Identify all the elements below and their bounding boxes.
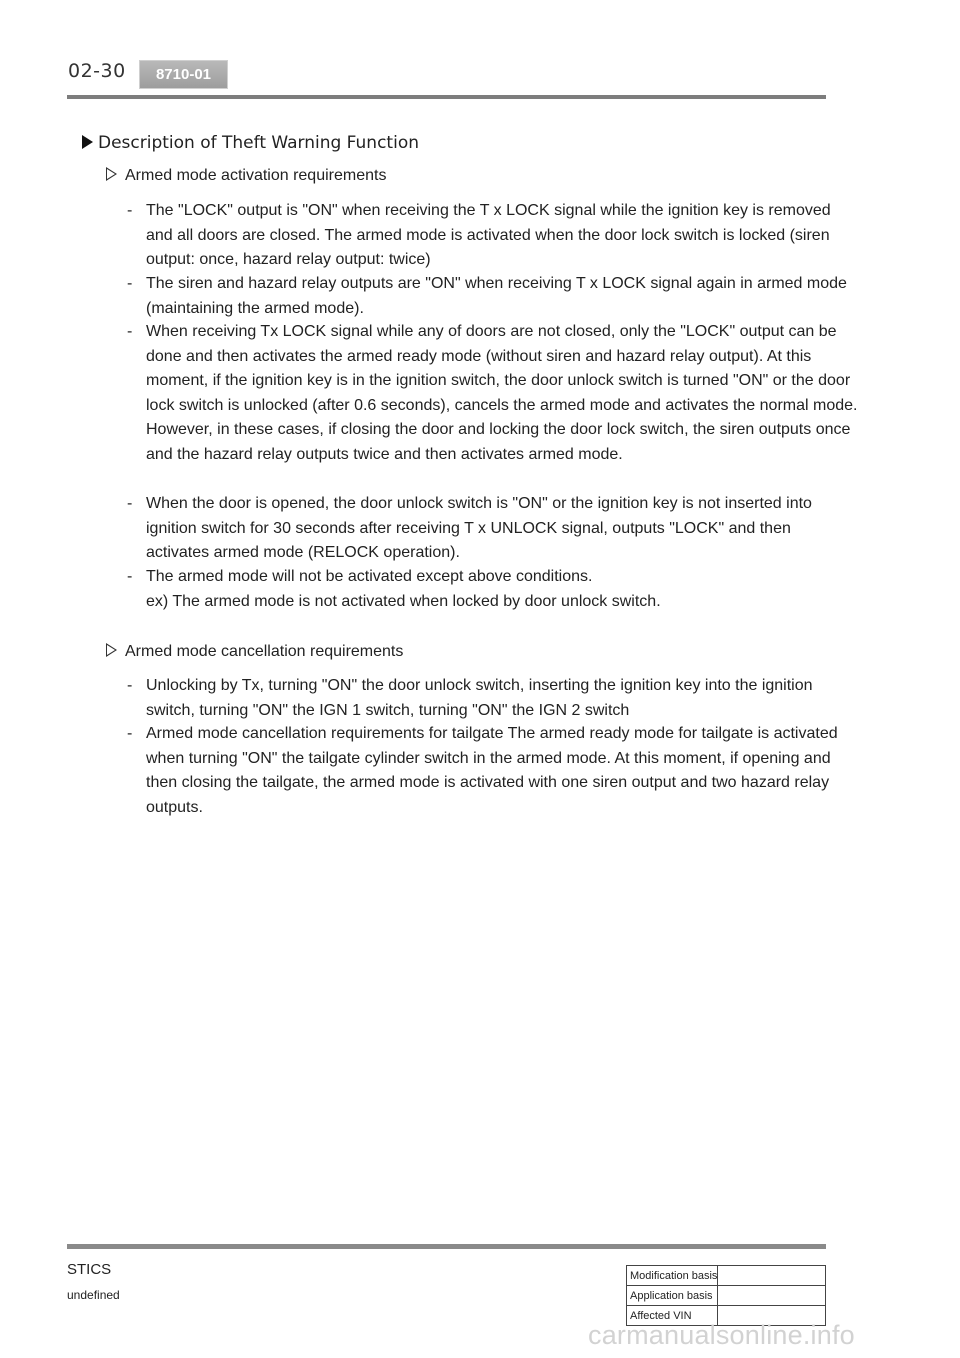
section-title-text: Description of Theft Warning Function [98, 133, 419, 153]
outline-triangle-icon [106, 643, 117, 657]
list-item-text: Armed mode cancellation requirements for tailgate The armed ready mode for tailgate is activated when turning "ON" the tailgate cylinder switch in the armed mode. At this moment, if opening and then closing the tailgate, the armed mode is activated with one siren output and two hazard relay outputs. [146, 725, 838, 816]
filled-triangle-icon [82, 135, 93, 149]
outline-triangle-icon [106, 167, 117, 181]
list-item [127, 565, 858, 590]
table-cell-value [718, 1266, 826, 1286]
dash-bullet: - [127, 568, 133, 585]
section-title [82, 133, 419, 153]
cancellation-heading [106, 643, 403, 661]
list-item-text: When the door is opened, the door unlock switch is "ON" or the ignition key is not inserted into ignition switch for 30 seconds after receiving T x UNLOCK signal, outputs "LOCK" and then activates armed mode (RELOCK operation). [146, 495, 812, 561]
list-item [127, 199, 858, 273]
table-cell-label: Application basis [627, 1286, 718, 1306]
section-code-badge: 8710-01 [139, 60, 228, 89]
list-item [127, 722, 858, 820]
table-row [627, 1286, 826, 1306]
page-number: 02-30 [68, 60, 126, 82]
list-item [127, 492, 858, 566]
list-item [127, 320, 858, 467]
dash-bullet: - [127, 495, 133, 512]
list-item-text: The siren and hazard relay outputs are "ON" when receiving T x LOCK signal again in armed mode (maintaining the armed mode). [146, 275, 847, 317]
list-item-text: The "LOCK" output is "ON" when receiving the T x LOCK signal while the ignition key is removed and all doors are closed. The armed mode is activated when the door lock switch is locked (siren output: once, hazard relay output: twice) [146, 202, 831, 268]
footer-subtitle: undefined [67, 1288, 120, 1302]
footer-divider [67, 1244, 826, 1249]
table-row [627, 1266, 826, 1286]
basis-table [626, 1265, 826, 1326]
list-item-text: The armed mode will not be activated except above conditions. [146, 568, 593, 585]
dash-bullet: - [127, 202, 133, 219]
header-divider [67, 95, 826, 99]
cancellation-heading-text: Armed mode cancellation requirements [125, 643, 404, 660]
dash-bullet: - [127, 323, 133, 340]
list-item [127, 272, 858, 321]
table-cell-label: Modification basis [627, 1266, 718, 1286]
activation-heading-text: Armed mode activation requirements [125, 167, 387, 184]
list-item [127, 674, 858, 723]
table-cell-value [718, 1286, 826, 1306]
list-item-text: When receiving Tx LOCK signal while any of doors are not closed, only the "LOCK" output can be done and then activates the armed ready mode (without siren and hazard relay output). At this moment, if the ignition key is in the ignition switch, the door unlock switch is turned "ON" or the door lock switch is unlocked (after 0.6 seconds), cancels the armed mode and activates the normal mode. However, in these cases, if closing the door and locking the door lock switch, the siren outputs once and the hazard relay outputs twice and then activates armed mode. [146, 323, 858, 463]
activation-heading [106, 167, 386, 185]
list-item-text: Unlocking by Tx, turning "ON" the door unlock switch, inserting the ignition key into the ignition switch, turning "ON" the IGN 1 switch, turning "ON" the IGN 2 switch [146, 677, 813, 719]
dash-bullet: - [127, 677, 133, 694]
dash-bullet: - [127, 725, 133, 742]
example-note: ex) The armed mode is not activated when locked by door unlock switch. [146, 593, 661, 610]
table-cell-label: Affected VIN [627, 1306, 718, 1326]
dash-bullet: - [127, 275, 133, 292]
footer-brand: STICS [67, 1261, 112, 1278]
watermark: carmanualsonline.info [588, 1320, 855, 1350]
